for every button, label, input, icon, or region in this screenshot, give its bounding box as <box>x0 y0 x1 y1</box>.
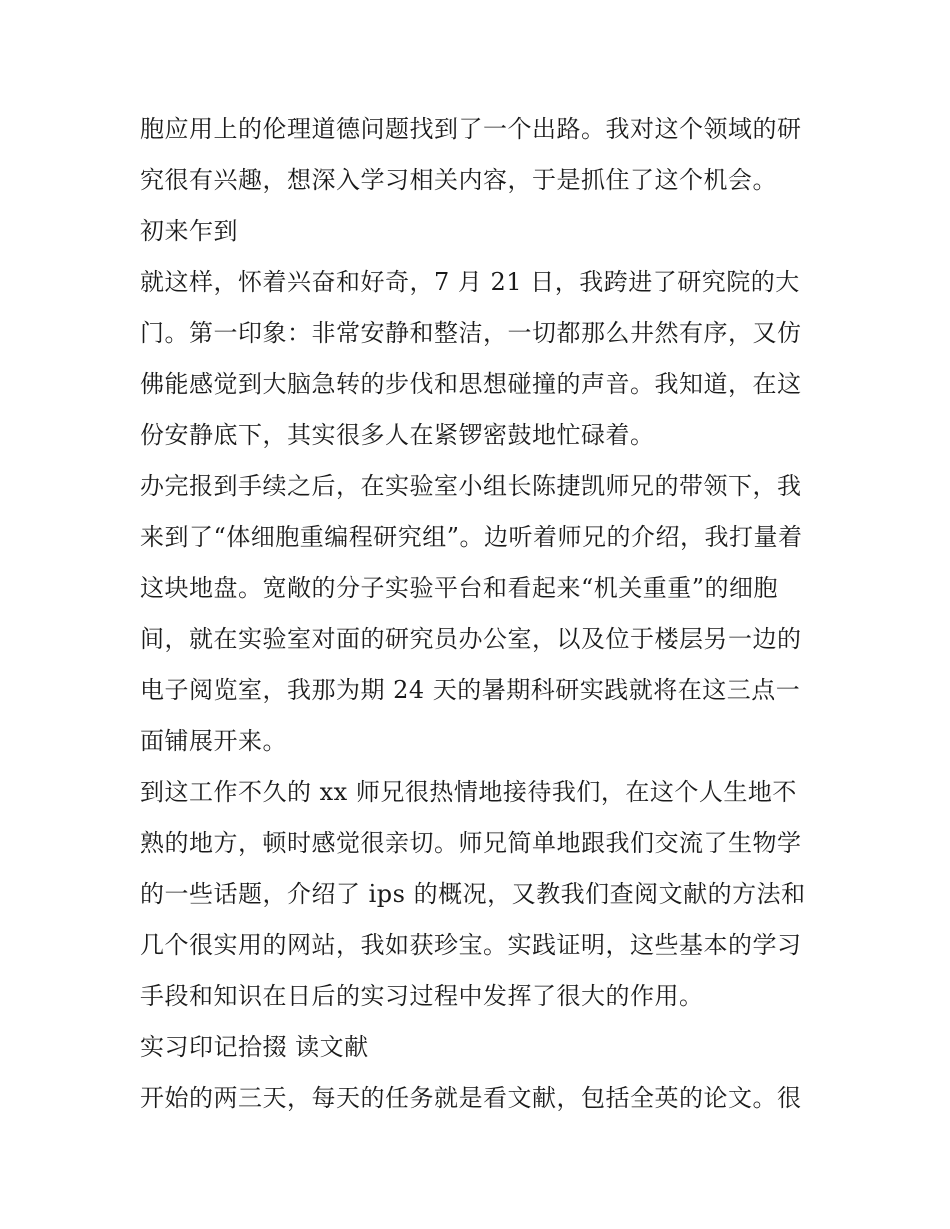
text-line: 开始的两三天，每天的任务就是看文献，包括全英的论文。很 <box>140 1084 802 1112</box>
text-line: 电子阅览室，我那为期 24 天的暑期科研实践就将在这三点一 <box>140 676 801 704</box>
text-line: 间，就在实验室对面的研究员办公室，以及位于楼层另一边的 <box>140 625 802 653</box>
text-line: 究很有兴趣，想深入学习相关内容，于是抓住了这个机会。 <box>140 166 777 194</box>
text-line: 份安静底下，其实很多人在紧锣密鼓地忙碌着。 <box>140 421 655 449</box>
text-line: 胞应用上的伦理道德问题找到了一个出路。我对这个领域的研 <box>140 115 802 143</box>
text-line: 佛能感觉到大脑急转的步伐和思想碰撞的声音。我知道，在这 <box>140 370 802 398</box>
text-line: 到这工作不久的 xx 师兄很热情地接待我们，在这个人生地不 <box>140 778 797 806</box>
text-line: 这块地盘。宽敞的分子实验平台和看起来“机关重重”的细胞 <box>140 574 779 602</box>
text-line: 手段和知识在日后的实习过程中发挥了很大的作用。 <box>140 982 704 1010</box>
text-line: 门。第一印象：非常安静和整洁，一切都那么井然有序，又仿 <box>140 319 802 347</box>
text-line: 面铺展开来。 <box>140 727 287 755</box>
text-line: 办完报到手续之后，在实验室小组长陈捷凯师兄的带领下，我 <box>140 472 802 500</box>
text-line: 的一些话题，介绍了 ips 的概况，又教我们查阅文献的方法和 <box>140 880 806 908</box>
text-line: 几个很实用的网站，我如获珍宝。实践证明，这些基本的学习 <box>140 931 802 959</box>
text-line: 就这样，怀着兴奋和好奇，7 月 21 日，我跨进了研究院的大 <box>140 268 800 296</box>
text-line: 熟的地方，顿时感觉很亲切。师兄简单地跟我们交流了生物学 <box>140 829 802 857</box>
section-heading: 实习印记拾掇 读文献 <box>140 1033 369 1061</box>
text-line: 来到了“体细胞重编程研究组”。边听着师兄的介绍，我打量着 <box>140 523 803 551</box>
section-heading: 初来乍到 <box>140 217 238 245</box>
document-body <box>140 104 820 1124</box>
